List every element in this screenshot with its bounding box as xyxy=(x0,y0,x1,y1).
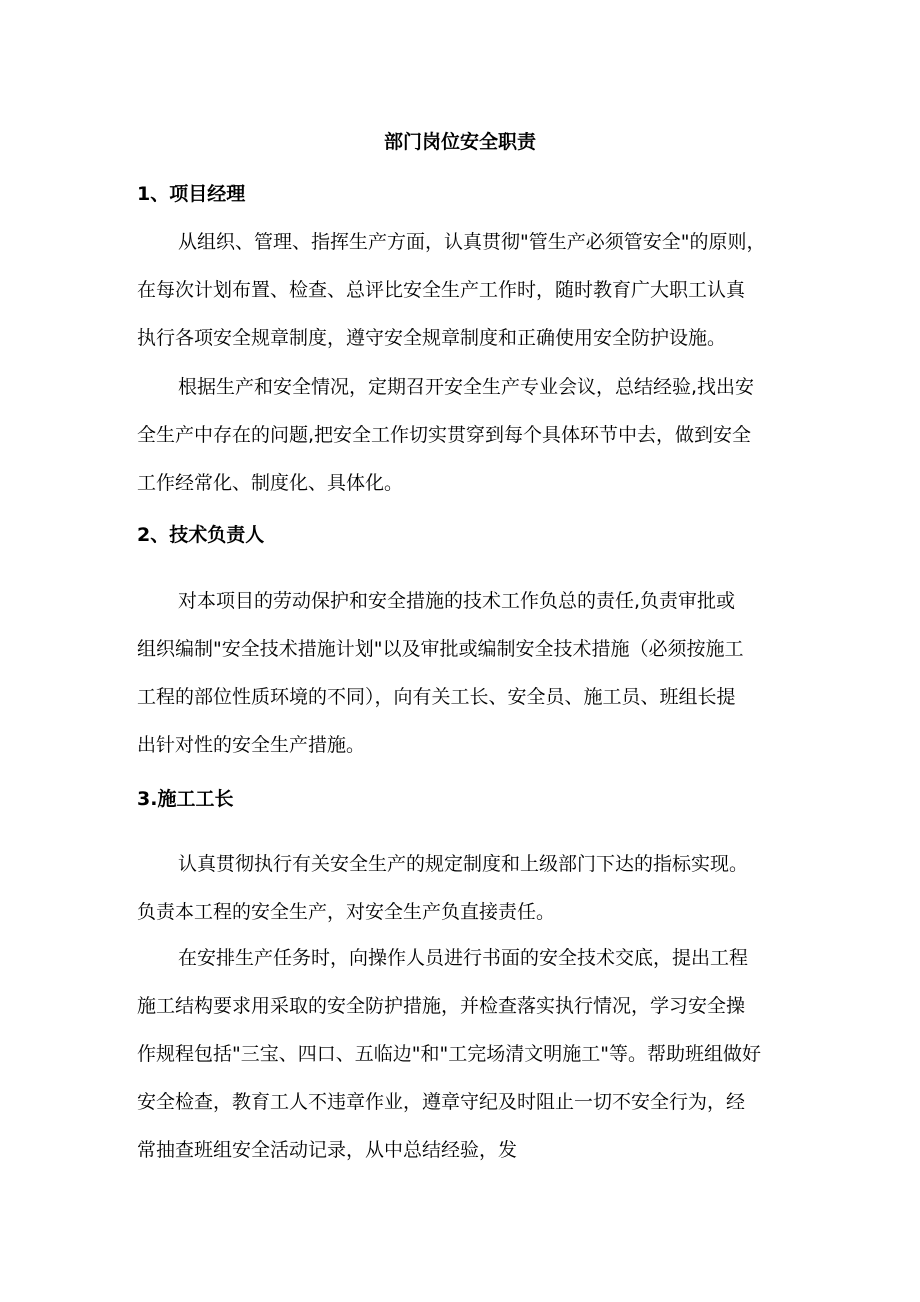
section-heading-3: 3.施工工长 xyxy=(137,788,234,810)
paragraph-line: 施工结构要求用采取的安全防护措施，并检查落实执行情况，学习安全操 xyxy=(137,995,746,1017)
paragraph-line: 在安排生产任务时，向操作人员进行书面的安全技术交底，提出工程 xyxy=(178,947,749,969)
paragraph-line: 工程的部位性质环境的不同），向有关工长、安全员、施工员、班组长提 xyxy=(137,686,736,708)
page-title: 部门岗位安全职责 xyxy=(383,131,536,153)
paragraph-line: 执行各项安全规章制度，遵守安全规章制度和正确使用安全防护设施。 xyxy=(137,327,727,349)
paragraph-line: 出针对性的安全生产措施。 xyxy=(137,734,366,756)
paragraph-line: 作规程包括"三宝、四口、五临边"和"工完场清文明施工"等。帮助班组做好 xyxy=(137,1043,761,1065)
paragraph-line: 常抽查班组安全活动记录，从中总结经验，发 xyxy=(137,1139,518,1161)
paragraph-line: 组织编制"安全技术措施计划"以及审批或编制安全技术措施（必须按施工 xyxy=(137,638,744,660)
paragraph-line: 全生产中存在的问题,把安全工作切实贯穿到每个具体环节中去，做到安全 xyxy=(137,424,752,446)
section-heading-2: 2、技术负责人 xyxy=(137,524,265,546)
paragraph-line: 认真贯彻执行有关安全生产的规定制度和上级部门下达的指标实现。 xyxy=(178,853,749,875)
paragraph-line: 工作经常化、制度化、具体化。 xyxy=(137,472,404,494)
paragraph-line: 根据生产和安全情况，定期召开安全生产专业会议，总结经验,找出安 xyxy=(178,376,755,398)
paragraph-line: 对本项目的劳动保护和安全措施的技术工作负总的责任,负责审批或 xyxy=(178,590,736,612)
paragraph-line: 从组织、管理、指挥生产方面，认真贯彻"管生产必须管安全"的原则， xyxy=(178,231,766,253)
paragraph-line: 负责本工程的安全生产，对安全生产负直接责任。 xyxy=(137,901,556,923)
section-heading-1: 1、项目经理 xyxy=(137,183,246,205)
paragraph-line: 在每次计划布置、检查、总评比安全生产工作时，随时教育广大职工认真 xyxy=(137,279,746,301)
paragraph-line: 安全检查，教育工人不违章作业，遵章守纪及时阻止一切不安全行为，经 xyxy=(137,1091,746,1113)
